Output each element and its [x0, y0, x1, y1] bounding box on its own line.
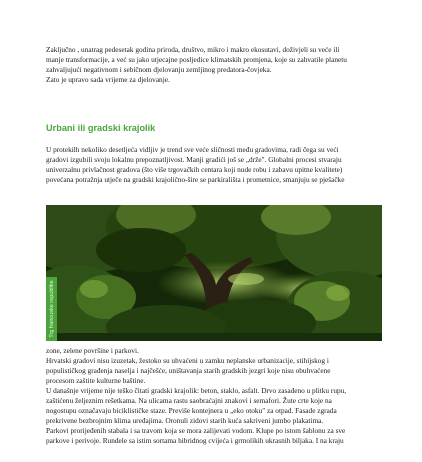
text-line: prekrivene bezbrojnim klima uređajima. Oronuli zidovi starih kuća sakriveni jumbo plakatima.: [46, 416, 324, 425]
text-line: gradovi izgubili svoju lokalnu prepoznatljivost. Manji gradići još se „drže". Globalni procesi stvaraju: [46, 155, 342, 164]
photo-side-label-text: Trg francuske republike: [48, 280, 55, 338]
text-line: nogostupu označavaju biciklističke staze. Previše kontejnera u „eko otoku" za otpad. Fasade zgrada: [46, 406, 337, 415]
section-heading: Urbani ili gradski krajolik: [46, 123, 156, 133]
text-line: parkove i perivoje. Rundele sa istim sortama hibridnog cvijeća i grmolikih ukrasnih biljaka. I na kraju: [46, 436, 344, 445]
text-line: zaštićenu željeznim rešetkama. Na ulicama rastu saobraćajni znakovi i semafori. Žute crte koje na: [46, 396, 332, 405]
park-photo: [46, 205, 382, 341]
text-line: procesom zaštite kulturne baštine.: [46, 376, 146, 385]
text-line: povećana potražnja utječe na gradski krajolično-šire se parkirališta i prometnice, smanjuju se pješačke: [46, 175, 345, 184]
text-line: Parkovi prorijeđenih stabala i sa travom koja se mora zalijevati vodom. Klupe po istom šablonu za sve: [46, 426, 346, 435]
text-line: zahvaljujući negativnom i sebičnom djelovanju zemljinog predatora-čovjeka.: [46, 65, 272, 74]
text-line: populističkog građenja naselja i najčešće, uništavanja starih gradskih jezgri koje nisu obuhvaćene: [46, 366, 331, 375]
text-line: Zato je upravo sada vrijeme za djelovanje.: [46, 75, 170, 84]
park-photo-illustration: [46, 205, 382, 341]
text-line: zone, zelene površine i parkovi.: [46, 346, 139, 355]
text-line: univerzalnu privlačnost gradova (što više trgovačkih centara koji nude robu i zabavu upitne kvalitete): [46, 165, 343, 174]
text-line: Hrvatski gradovi nisu izuzetak, žestoko su uhvaćeni u zamku neplanske urbanizacije, stihijskog i: [46, 356, 329, 365]
body-paragraph-2: [46, 346, 382, 446]
intro-paragraph: [46, 45, 382, 85]
text-line: U protekilh nekoliko desetljeća vidljiv je trend sve veće sličnosti među gradovima, radi čega su veći: [46, 145, 339, 154]
text-line: manje transformacije, a već su jako utjecajne posljedice klimatskih promjena, koje su zahvatile planetu: [46, 55, 347, 64]
body-paragraph-1: [46, 145, 382, 185]
photo-side-label: [46, 277, 57, 341]
text-line: U današnje vrijeme nije teško čitati gradski krajolik: beton, staklo, asfalt. Drvo zasađeno u plitku rupu,: [46, 386, 347, 395]
text-line: Zaključno , unatrag pedesetak godina priroda, društvo, mikro i makro ekosutavi, doživjeli su veće ili: [46, 45, 340, 54]
